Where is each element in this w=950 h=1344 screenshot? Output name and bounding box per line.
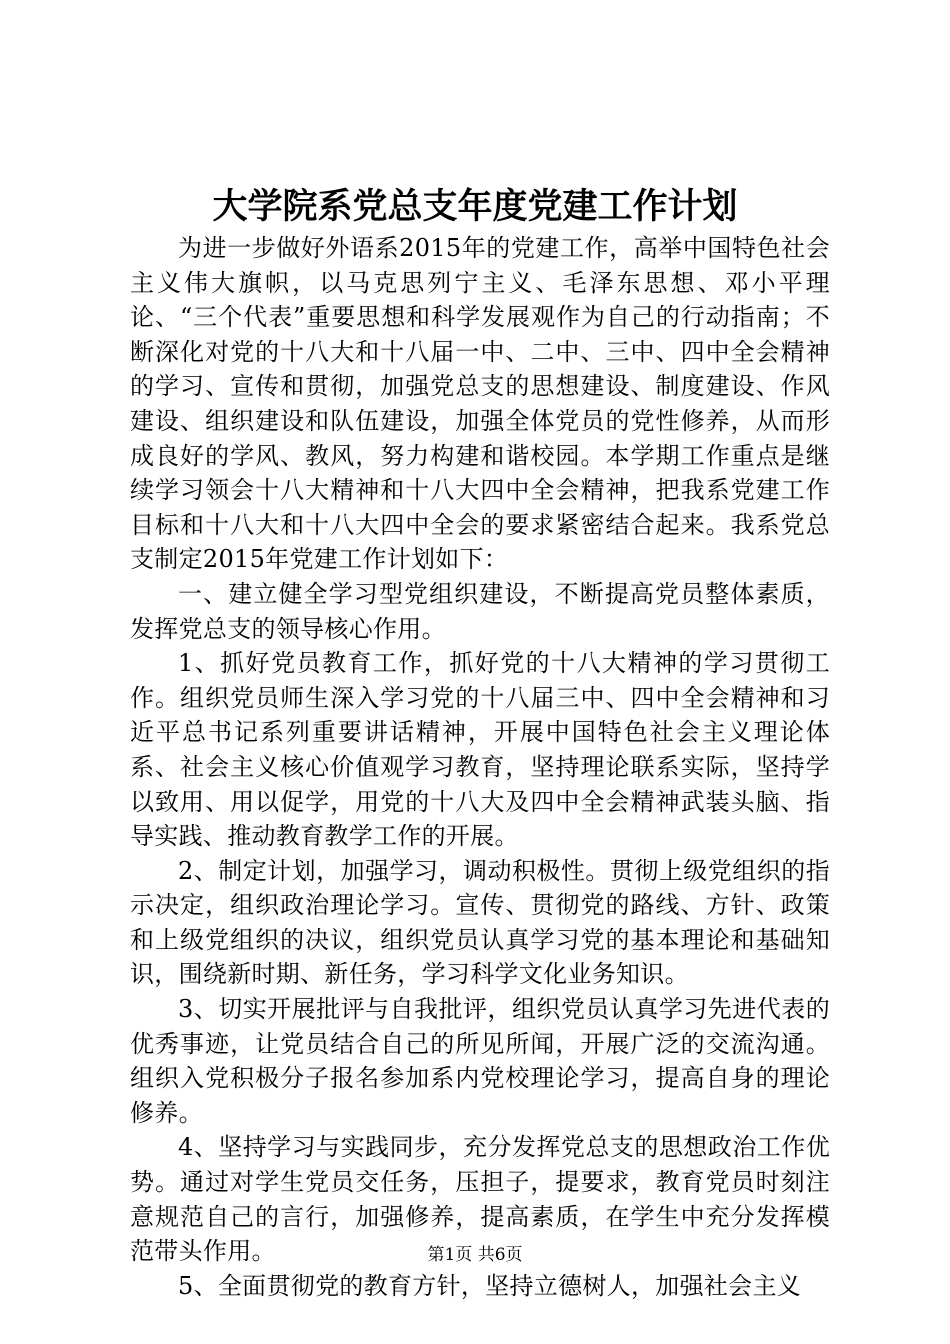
document-body xyxy=(130,231,830,1303)
paragraph-item-2: 2、制定计划，加强学习，调动积极性。贯彻上级党组织的指示决定，组织政治理论学习。宣传、贯彻党的路线、方针、政策和上级党组织的决议，组织党员认真学习党的基本理论和基础知识，围绕新时期、新任务，学习科学文化业务知识。 xyxy=(130,856,830,989)
page-footer: 第1页 共6页 xyxy=(427,1245,523,1265)
paragraph-item-5: 5、全面贯彻党的教育方针，坚持立德树人，加强社会主义 xyxy=(178,1271,802,1300)
paragraph-intro: 为进一步做好外语系2015年的党建工作，高举中国特色社会主义伟大旗帜，以马克思列宁主义、毛泽东思想、邓小平理论、“三个代表”重要思想和科学发展观作为自己的行动指南；不断深化对党的十八大和十八届一中、二中、三中、四中全会精神的学习、宣传和贯彻，加强党总支的思想建设、制度建设、作风建设、组织建设和队伍建设，加强全体党员的党性修养，从而形成良好的学风、教风，努力构建和谐校园。本学期工作重点是继续学习领会十八大精神和十八大四中全会精神，把我系党建工作目标和十八大和十八大四中全会的要求紧密结合起来。我系党总支制定2015年党建工作计划如下： xyxy=(130,234,830,574)
paragraph-item-4: 4、坚持学习与实践同步，充分发挥党总支的思想政治工作优势。通过对学生党员交任务，压担子，提要求，教育党员时刻注意规范自己的言行，加强修养，提高素质，在学生中充分发挥模范带头作用。 xyxy=(130,1133,830,1266)
paragraph-item-3: 3、切实开展批评与自我批评，组织党员认真学习先进代表的优秀事迹，让党员结合自己的所见所闻，开展广泛的交流沟通。组织入党积极分子报名参加系内党校理论学习，提高自身的理论修养。 xyxy=(130,995,830,1127)
document-title: 大学院系党总支年度党建工作计划 xyxy=(212,186,738,227)
paragraph-section-1: 一、建立健全学习型党组织建设，不断提高党员整体素质，发挥党总支的领导核心作用。 xyxy=(130,579,830,643)
paragraph-item-1: 1、抓好党员教育工作，抓好党的十八大精神的学习贯彻工作。组织党员师生深入学习党的十八届三中、四中全会精神和习近平总书记系列重要讲话精神，开展中国特色社会主义理论体系、社会主义核心价值观学习教育，坚持理论联系实际，坚持学以致用、用以促学，用党的十八大及四中全会精神武装头脑、指导实践、推动教育教学工作的开展。 xyxy=(130,649,830,851)
